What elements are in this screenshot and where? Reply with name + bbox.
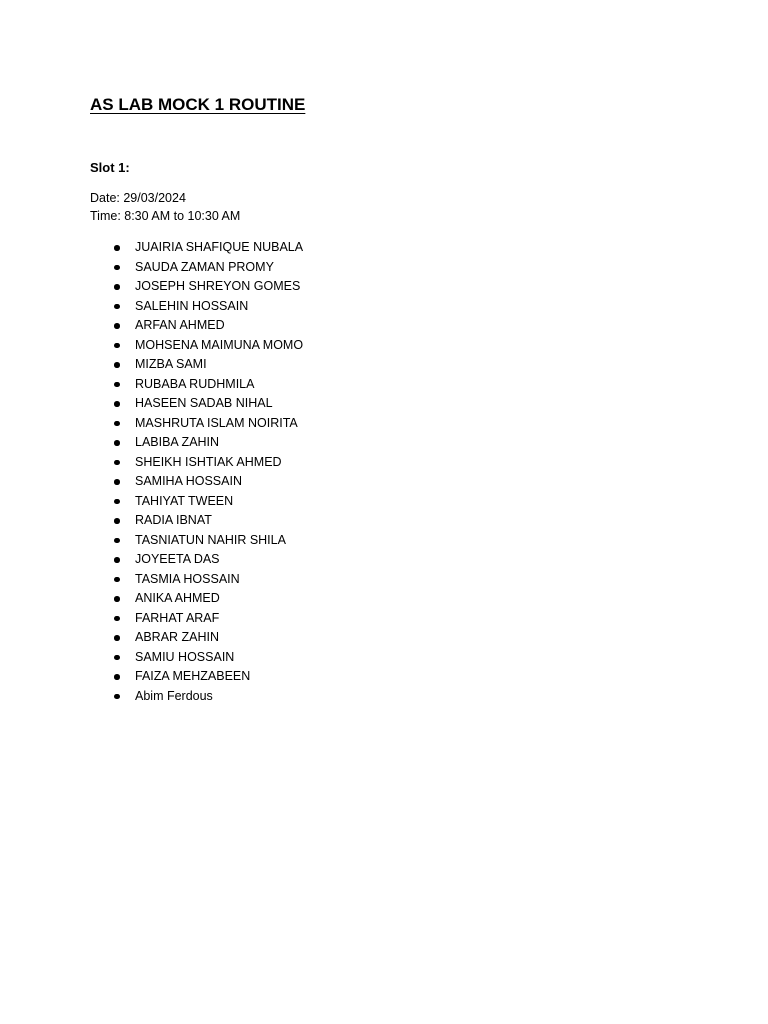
list-item — [90, 336, 303, 356]
student-name: Abim Ferdous — [135, 688, 213, 703]
list-item — [90, 355, 303, 375]
bullet-icon — [114, 421, 120, 427]
student-name: ANIKA AHMED — [135, 591, 220, 605]
student-name: MIZBA SAMI — [135, 357, 207, 371]
list-item — [90, 375, 303, 395]
student-name: HASEEN SADAB NIHAL — [135, 396, 273, 410]
list-item — [90, 511, 303, 531]
student-name: MOHSENA MAIMUNA MOMO — [135, 337, 304, 352]
bullet-icon — [114, 440, 120, 446]
list-item — [90, 433, 303, 453]
bullet-icon — [114, 265, 120, 271]
student-list — [90, 238, 303, 706]
list-item — [90, 238, 303, 258]
bullet-icon — [114, 479, 120, 485]
list-item — [90, 453, 303, 473]
list-item — [90, 394, 303, 414]
slot-time: Time: 8:30 AM to 10:30 AM — [90, 209, 241, 223]
bullet-icon — [114, 343, 120, 349]
student-name: JUAIRIA SHAFIQUE NUBALA — [135, 240, 304, 254]
list-item — [90, 414, 303, 434]
bullet-icon — [114, 362, 120, 368]
list-item — [90, 667, 303, 687]
list-item — [90, 609, 303, 629]
list-item — [90, 316, 303, 336]
list-item — [90, 297, 303, 317]
student-name: MASHRUTA ISLAM NOIRITA — [135, 415, 298, 430]
list-item — [90, 648, 303, 668]
list-item — [90, 550, 303, 570]
bullet-icon — [114, 284, 120, 290]
student-name: SHEIKH ISHTIAK AHMED — [135, 454, 282, 469]
bullet-icon — [114, 694, 120, 700]
student-name: RADIA IBNAT — [135, 513, 212, 527]
bullet-icon — [114, 557, 120, 563]
student-name: TASNIATUN NAHIR SHILA — [135, 532, 286, 547]
list-item — [90, 277, 303, 297]
bullet-icon — [114, 382, 120, 388]
student-name: ARFAN AHMED — [135, 318, 225, 332]
bullet-icon — [114, 460, 120, 466]
bullet-icon — [114, 401, 120, 407]
list-item — [90, 570, 303, 590]
student-name: FARHAT ARAF — [135, 610, 220, 625]
list-item — [90, 589, 303, 609]
bullet-icon — [114, 596, 120, 602]
list-item — [90, 687, 303, 707]
student-name: JOSEPH SHREYON GOMES — [135, 279, 301, 293]
student-name: FAIZA MEHZABEEN — [135, 669, 251, 683]
student-name: TAHIYAT TWEEN — [135, 493, 234, 508]
student-name: ABRAR ZAHIN — [135, 630, 220, 644]
bullet-icon — [114, 674, 120, 680]
slot-label: Slot 1: — [90, 160, 130, 175]
bullet-icon — [114, 323, 120, 329]
list-item — [90, 258, 303, 278]
bullet-icon — [114, 577, 120, 583]
list-item — [90, 628, 303, 648]
student-name: SAMIU HOSSAIN — [135, 649, 235, 664]
student-name: TASMIA HOSSAIN — [135, 571, 240, 586]
student-name: JOYEETA DAS — [135, 552, 220, 566]
student-name: SAUDA ZAMAN PROMY — [135, 259, 274, 274]
bullet-icon — [114, 538, 120, 544]
student-name: LABIBA ZAHIN — [135, 435, 220, 449]
bullet-icon — [114, 245, 120, 251]
list-item — [90, 492, 303, 512]
bullet-icon — [114, 635, 120, 641]
bullet-icon — [114, 499, 120, 505]
bullet-icon — [114, 655, 120, 661]
page-title: AS LAB MOCK 1 ROUTINE — [90, 95, 306, 114]
slot-date: Date: 29/03/2024 — [90, 191, 186, 205]
student-name: RUBABA RUDHMILA — [135, 376, 255, 391]
list-item — [90, 472, 303, 492]
bullet-icon — [114, 518, 120, 524]
student-name: SALEHIN HOSSAIN — [135, 298, 249, 313]
bullet-icon — [114, 616, 120, 622]
list-item — [90, 531, 303, 551]
bullet-icon — [114, 304, 120, 310]
student-name: SAMIHA HOSSAIN — [135, 474, 242, 488]
